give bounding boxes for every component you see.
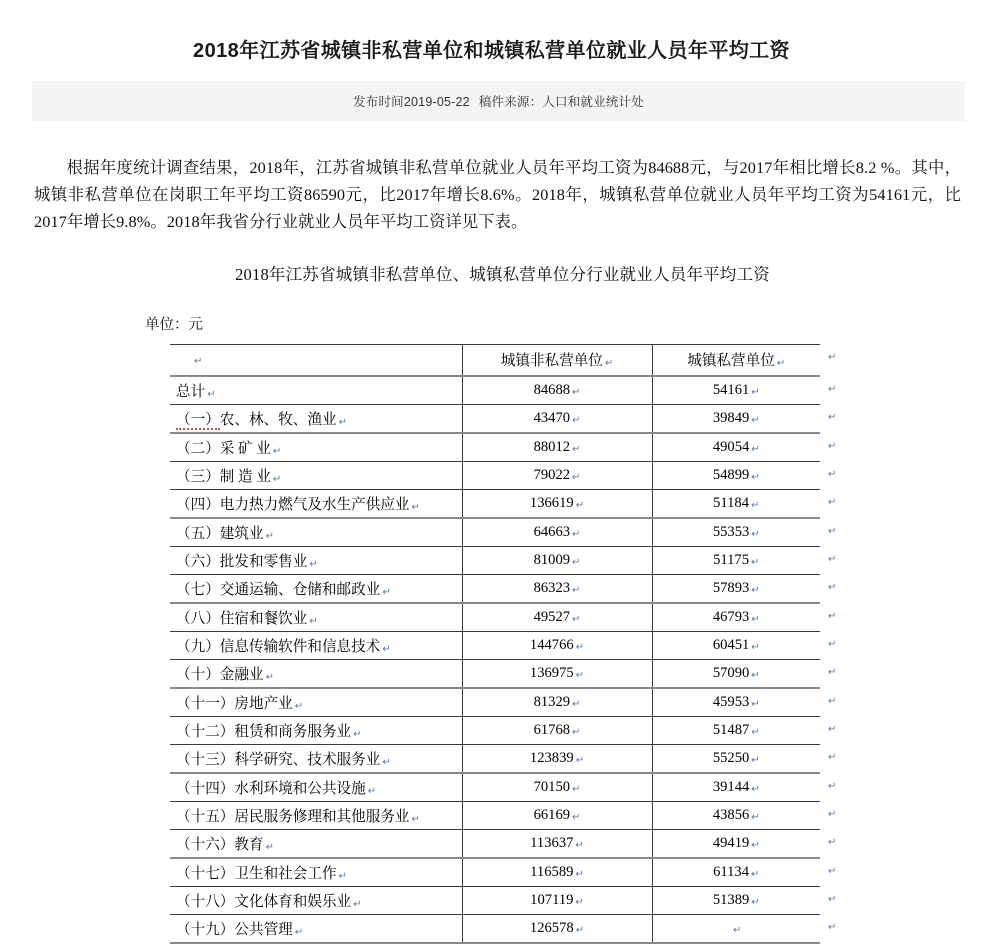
pilcrow-mark: ↵ [751,613,760,625]
page-title: 2018年江苏省城镇非私营单位和城镇私营单位就业人员年平均工资 [193,40,790,63]
pilcrow-mark: ↵ [751,669,760,681]
pilcrow-mark: ↵ [572,783,581,795]
pilcrow-mark-outside: ↵ [828,865,837,877]
pilcrow-mark: ↵ [382,756,391,768]
pilcrow-mark: ↵ [572,556,581,568]
source-text: 稿件来源：人口和就业统计处 [478,95,644,110]
pilcrow-mark: ↵ [572,698,581,710]
cell-private-wage [652,659,820,688]
cell-nonprivate-wage-text: 86323 [533,579,571,596]
pilcrow-mark: ↵ [338,416,347,428]
cell-industry-name [170,688,462,717]
cell-industry-name-text: （十）金融业 [176,666,264,683]
pilcrow-mark: ↵ [751,811,760,823]
cell-private-wage [652,744,820,773]
cell-nonprivate-wage [462,801,652,829]
pilcrow-mark: ↵ [294,926,304,938]
cell-private-wage [652,433,820,462]
cell-industry-name [170,631,462,659]
cell-industry-name [170,886,462,914]
cell-private-wage [652,773,820,802]
table-row [170,574,820,603]
cell-nonprivate-wage-text: 70150 [533,778,571,795]
pilcrow-mark: ↵ [572,443,581,455]
cell-industry-name [170,404,462,433]
cell-nonprivate-wage-text: 66169 [533,806,571,823]
cell-private-wage-text: 43856 [712,806,750,823]
table-row [170,914,820,943]
cell-industry-name [170,603,462,632]
cell-private-wage [652,546,820,574]
cell-nonprivate-wage-text: 84688 [533,381,571,398]
pilcrow-mark: ↵ [294,700,304,712]
pilcrow-mark: ↵ [604,358,614,370]
pilcrow-mark: ↵ [265,530,274,542]
body-paragraph: 根据年度统计调查结果，2018年，江苏省城镇非私营单位就业人员年平均工资为84688元，与2017年相比增长8.2 %。其中，城镇非私营单位在岗职工年平均工资86590元，比2017年增长8.6%。2018年，城镇私营单位就业人员年平均工资为54161元，比2017年增长9.8%。2018年我省分行业就业人员年平均工资详见下表。 [34,157,961,231]
pilcrow-mark: ↵ [572,726,581,738]
pilcrow-mark: ↵ [272,473,282,485]
cell-nonprivate-wage [462,461,652,489]
pilcrow-mark: ↵ [382,643,391,655]
meta-text [353,92,644,110]
pilcrow-mark: ↵ [751,386,760,398]
header-cell-nonprivate-text: 城镇非私营单位 [500,353,603,370]
cell-nonprivate-wage-text: 88012 [533,438,571,455]
cell-industry-name-text: （十九）公共管理 [176,921,293,938]
cell-industry-name-text: （十二）租赁和商务服务业 [176,723,352,740]
cell-nonprivate-wage-text: 116589 [530,863,574,880]
pilcrow-mark: ↵ [575,641,585,653]
pilcrow-mark: ↵ [751,698,760,710]
table-row [170,744,820,773]
cell-nonprivate-wage [462,829,652,858]
table-row [170,688,820,717]
cell-industry-name [170,433,462,462]
pilcrow-mark: ↵ [751,868,760,880]
pilcrow-mark: ↵ [751,641,760,653]
cell-nonprivate-wage [462,773,652,802]
table-row [170,404,820,433]
cell-private-wage-text: 45953 [712,693,750,710]
cell-industry-name [170,659,462,688]
pilcrow-mark: ↵ [572,811,581,823]
pilcrow-mark-outside: ↵ [828,666,837,678]
pilcrow-mark: ↵ [338,870,347,882]
cell-private-wage-text: 39144 [712,778,750,795]
cell-industry-name [170,801,462,829]
pilcrow-mark: ↵ [751,783,760,795]
cell-industry-name-text: （八）住宿和餐饮业 [176,610,308,627]
cell-private-wage-text: 57893 [712,579,750,596]
pilcrow-mark: ↵ [572,584,581,596]
pilcrow-mark: ↵ [265,671,274,683]
cell-nonprivate-wage-text: 144766 [529,636,574,653]
cell-private-wage [652,518,820,547]
pilcrow-mark: ↵ [751,414,760,426]
cell-private-wage [652,716,820,744]
table-row [170,886,820,914]
cell-private-wage [652,914,820,943]
header-cell-private [652,344,820,376]
cell-industry-name [170,574,462,603]
table-caption: 2018年江苏省城镇非私营单位、城镇私营单位分行业就业人员年平均工资 [235,264,770,284]
pilcrow-mark: ↵ [575,754,585,766]
page-root [0,13,983,938]
pilcrow-mark-outside: ↵ [828,836,837,848]
pilcrow-mark: ↵ [207,388,216,400]
cell-industry-name [170,716,462,744]
cell-industry-name-text: （十七）卫生和社会工作 [176,865,337,882]
table-row [170,376,820,405]
cell-private-wage-text: 51184 [713,494,750,511]
cell-industry-name-text: （十三）科学研究、技术服务业 [176,751,381,768]
pilcrow-mark: ↵ [272,445,282,457]
cell-nonprivate-wage [462,858,652,887]
cell-industry-name-text: （三）制 造 业 [176,468,271,485]
cell-nonprivate-wage-text: 81329 [533,693,571,710]
pilcrow-mark: ↵ [751,556,760,568]
cell-nonprivate-wage [462,716,652,744]
cell-nonprivate-wage-text: 81009 [533,551,571,568]
cell-private-wage [652,858,820,887]
table-row [170,716,820,744]
cell-industry-name [170,858,462,887]
table-row [170,489,820,518]
header-cell-private-text: 城镇私营单位 [687,353,775,370]
cell-industry-name-text: （四）电力热力燃气及水生产供应业 [176,496,410,513]
pilcrow-mark-outside: ↵ [828,581,837,593]
table-row [170,801,820,829]
pilcrow-mark-outside: ↵ [828,893,837,905]
pilcrow-mark-outside: ↵ [828,411,837,423]
cell-private-wage-text: 55250 [712,749,750,766]
cell-nonprivate-wage [462,574,652,603]
pilcrow-mark-outside: ↵ [828,383,837,395]
cell-industry-name-text: （七）交通运输、仓储和邮政业 [176,581,381,598]
pilcrow-mark-outside: ↵ [828,610,837,622]
pilcrow-mark: ↵ [751,499,760,511]
cell-nonprivate-wage [462,376,652,405]
cell-industry-name-text: 总计 [176,383,206,400]
cell-private-wage [652,688,820,717]
cell-industry-name [170,744,462,773]
table-row [170,829,820,858]
cell-private-wage-text: 57090 [712,664,750,681]
cell-industry-name-text: （五）建筑业 [176,525,264,542]
cell-nonprivate-wage [462,603,652,632]
cell-nonprivate-wage [462,404,652,433]
cell-nonprivate-wage [462,659,652,688]
cell-industry-name [170,376,462,405]
cell-nonprivate-wage [462,546,652,574]
cell-industry-name [170,914,462,943]
pilcrow-mark-outside: ↵ [828,780,837,792]
wage-table [170,344,820,944]
cell-private-wage-text: 61134 [713,863,750,880]
cell-industry-name [170,546,462,574]
pilcrow-mark: ↵ [353,898,362,910]
cell-industry-name [170,489,462,518]
cell-nonprivate-wage [462,914,652,943]
pilcrow-mark: ↵ [751,726,760,738]
pilcrow-mark: ↵ [733,924,742,936]
cell-private-wage [652,404,820,433]
cell-nonprivate-wage [462,489,652,518]
table-header-row [170,344,820,376]
pilcrow-mark: ↵ [575,669,585,681]
pilcrow-mark: ↵ [411,813,420,825]
pilcrow-mark: ↵ [411,501,420,513]
pilcrow-mark: ↵ [572,613,581,625]
cell-industry-name-text: （二）采 矿 业 [176,440,271,457]
cell-nonprivate-wage-text: 64663 [533,523,571,540]
pilcrow-mark-outside: ↵ [828,808,837,820]
cell-private-wage-text: 46793 [712,608,750,625]
cell-private-wage [652,603,820,632]
cell-private-wage-text: 39849 [712,409,750,426]
cell-nonprivate-wage [462,744,652,773]
cell-nonprivate-wage-text: 61768 [533,721,571,738]
cell-industry-name-text: （十五）居民服务修理和其他服务业 [176,808,410,825]
cell-industry-name-text: （一）农、林、牧、渔业 [176,411,337,428]
unit-note: 单位：元 [145,316,203,333]
cell-private-wage-text: 49054 [712,438,750,455]
cell-nonprivate-wage [462,518,652,547]
pilcrow-mark: ↵ [751,443,760,455]
header-cell-industry [170,344,462,376]
table-row [170,433,820,462]
cell-nonprivate-wage-text: 126578 [529,919,574,936]
pilcrow-mark: ↵ [751,471,760,483]
pilcrow-mark: ↵ [575,839,584,851]
cell-nonprivate-wage-text: 107119 [530,891,574,908]
cell-private-wage-text: 49419 [712,834,750,851]
pilcrow-mark-outside: ↵ [828,553,837,565]
cell-nonprivate-wage-text: 123839 [529,749,574,766]
pilcrow-mark-outside: ↵ [828,638,837,650]
pilcrow-mark: ↵ [751,896,760,908]
cell-private-wage [652,376,820,405]
cell-nonprivate-wage-text: 136619 [529,494,574,511]
pilcrow-mark-outside: ↵ [828,440,837,452]
pilcrow-mark: ↵ [575,499,585,511]
pilcrow-mark: ↵ [572,471,581,483]
pilcrow-mark-outside: ↵ [828,921,837,933]
cell-private-wage-text: 55353 [712,523,750,540]
cell-nonprivate-wage-text: 43470 [533,409,571,426]
cell-industry-name-text: （十一）房地产业 [176,695,293,712]
pilcrow-mark: ↵ [575,896,584,908]
pilcrow-mark: ↵ [572,528,581,540]
cell-industry-name-text: （九）信息传输软件和信息技术 [176,638,381,655]
cell-private-wage [652,574,820,603]
cell-industry-name [170,829,462,858]
cell-nonprivate-wage [462,433,652,462]
cell-industry-name [170,773,462,802]
pilcrow-mark-outside: ↵ [828,351,837,363]
table-row [170,631,820,659]
pilcrow-mark: ↵ [575,924,585,936]
cell-private-wage [652,489,820,518]
cell-private-wage-text: 54899 [712,466,750,483]
pilcrow-mark: ↵ [776,358,786,370]
pilcrow-mark: ↵ [751,839,760,851]
pilcrow-mark-outside: ↵ [828,525,837,537]
pilcrow-mark: ↵ [194,356,203,368]
pilcrow-mark: ↵ [751,754,760,766]
pilcrow-mark: ↵ [751,528,760,540]
cell-nonprivate-wage [462,688,652,717]
cell-industry-name-text: （十六）教育 [176,836,264,853]
pilcrow-mark: ↵ [575,868,584,880]
cell-nonprivate-wage-text: 136975 [529,664,574,681]
cell-industry-name-text: （十四）水利环境和公共设施 [176,780,366,797]
pilcrow-mark-outside: ↵ [828,468,837,480]
table-row [170,858,820,887]
table-row [170,773,820,802]
cell-nonprivate-wage [462,886,652,914]
pilcrow-mark: ↵ [265,841,274,853]
cell-private-wage-text: 51487 [712,721,750,738]
cell-industry-name [170,518,462,547]
table-row [170,603,820,632]
cell-nonprivate-wage-text: 49527 [533,608,571,625]
cell-private-wage-text: 60451 [712,636,750,653]
table-row [170,461,820,489]
pilcrow-mark-outside: ↵ [828,695,837,707]
table-body [170,344,820,943]
cell-nonprivate-wage-text: 79022 [533,466,571,483]
pilcrow-mark: ↵ [572,386,581,398]
cell-nonprivate-wage-text: 113637 [530,834,574,851]
pilcrow-mark: ↵ [309,558,318,570]
cell-private-wage [652,631,820,659]
pilcrow-mark: ↵ [367,785,377,797]
cell-nonprivate-wage [462,631,652,659]
pilcrow-mark: ↵ [751,584,760,596]
pilcrow-mark-outside: ↵ [828,751,837,763]
body-wrap [0,121,983,284]
meta-band [32,81,965,121]
pilcrow-mark: ↵ [572,414,581,426]
cell-industry-name-text: （十八）文化体育和娱乐业 [176,893,352,910]
cell-private-wage [652,829,820,858]
table-row [170,659,820,688]
table-row [170,546,820,574]
pilcrow-mark-outside: ↵ [828,723,837,735]
table-zone [0,344,983,944]
cell-industry-name-text: （六）批发和零售业 [176,553,308,570]
cell-private-wage-text: 51389 [712,891,750,908]
pilcrow-mark: ↵ [382,586,391,598]
pilcrow-mark-outside: ↵ [828,496,837,508]
cell-private-wage-text: 51175 [713,551,750,568]
cell-private-wage [652,461,820,489]
cell-private-wage [652,886,820,914]
table-row [170,518,820,547]
cell-private-wage [652,801,820,829]
pilcrow-mark: ↵ [309,615,318,627]
cell-industry-name [170,461,462,489]
publish-time: 发布时间2019-05-22 [353,95,470,110]
pilcrow-mark: ↵ [353,728,362,740]
header-cell-nonprivate [462,344,652,376]
cell-private-wage-text: 54161 [712,381,750,398]
